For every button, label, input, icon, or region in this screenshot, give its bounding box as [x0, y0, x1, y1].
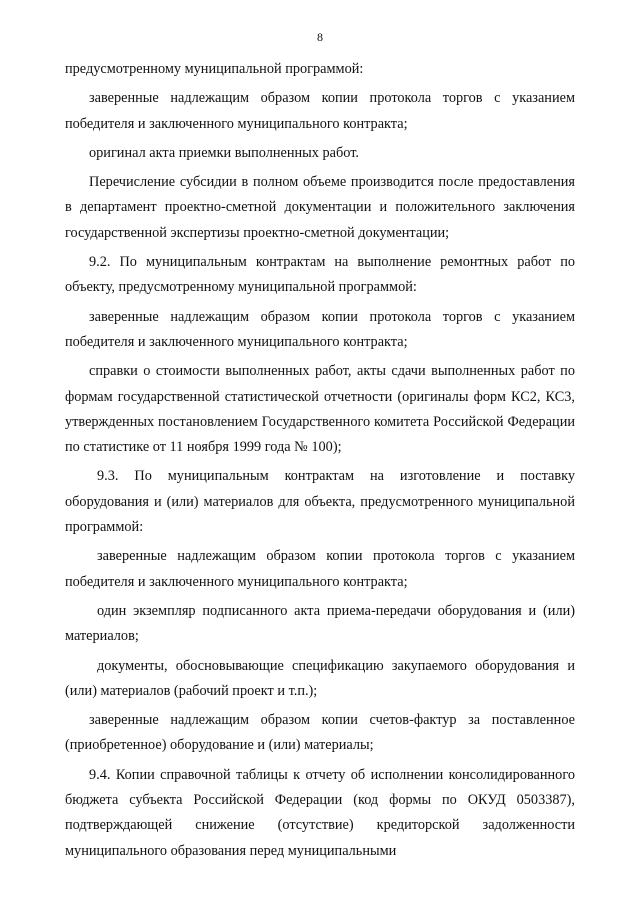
page-number: 8	[317, 30, 323, 44]
paragraph-protocol-copies: заверенные надлежащим образом копии протокола торгов с указанием победителя и заключенного муниципального контракта;	[65, 90, 575, 132]
document-body	[65, 57, 575, 868]
paragraph-9-4: 9.4. Копии справочной таблицы к отчету об исполнении консолидированного бюджета субъекта Российской Федерации (код формы по ОКУД 0503387), подтверждающей снижение (отсутствие) кредиторской задолженности муниципального образования перед муниципальными	[65, 766, 575, 859]
paragraph-cost-certificates: справки о стоимости выполненных работ, акты сдачи выполненных работ по формам государственной статистической отчетности (оригиналы форм КС2, КС3, утвержденных постановлением Государственного комитета Российской Федерации по статистике от 11 ноября 1999 года № 100);	[65, 363, 575, 456]
paragraph-transfer-act: один экземпляр подписанного акта приема-передачи оборудования и (или) материалов;	[65, 602, 575, 645]
paragraph-subsidy-transfer: Перечисление субсидии в полном объеме производится после предоставления в департамент проектно-сметной документации и положительного заключения государственной экспертизы проектно-сметной документации;	[65, 174, 575, 241]
paragraph-specification-docs: документы, обосновывающие спецификацию закупаемого оборудования и (или) материалов (рабочий проект и т.п.);	[65, 657, 575, 699]
paragraph-9-3: 9.3. По муниципальным контрактам на изготовление и поставку оборудования и (или) материалов для объекта, предусмотренного муниципальной программой:	[65, 468, 575, 536]
paragraph-9-2: 9.2. По муниципальным контрактам на выполнение ремонтных работ по объекту, предусмотренному муниципальной программой:	[65, 254, 575, 296]
paragraph-acceptance-act: оригинал акта приемки выполненных работ.	[89, 144, 359, 161]
paragraph-protocol-copies-3: заверенные надлежащим образом копии протокола торгов с указанием победителя и заключенного муниципального контракта;	[65, 548, 575, 590]
paragraph-invoices: заверенные надлежащим образом копии счетов-фактур за поставленное (приобретенное) оборудование и (или) материалы;	[65, 712, 575, 754]
paragraph-protocol-copies-2: заверенные надлежащим образом копии протокола торгов с указанием победителя и заключенного муниципального контракта;	[65, 308, 575, 350]
paragraph-continuation: предусмотренному муниципальной программой:	[65, 61, 364, 77]
